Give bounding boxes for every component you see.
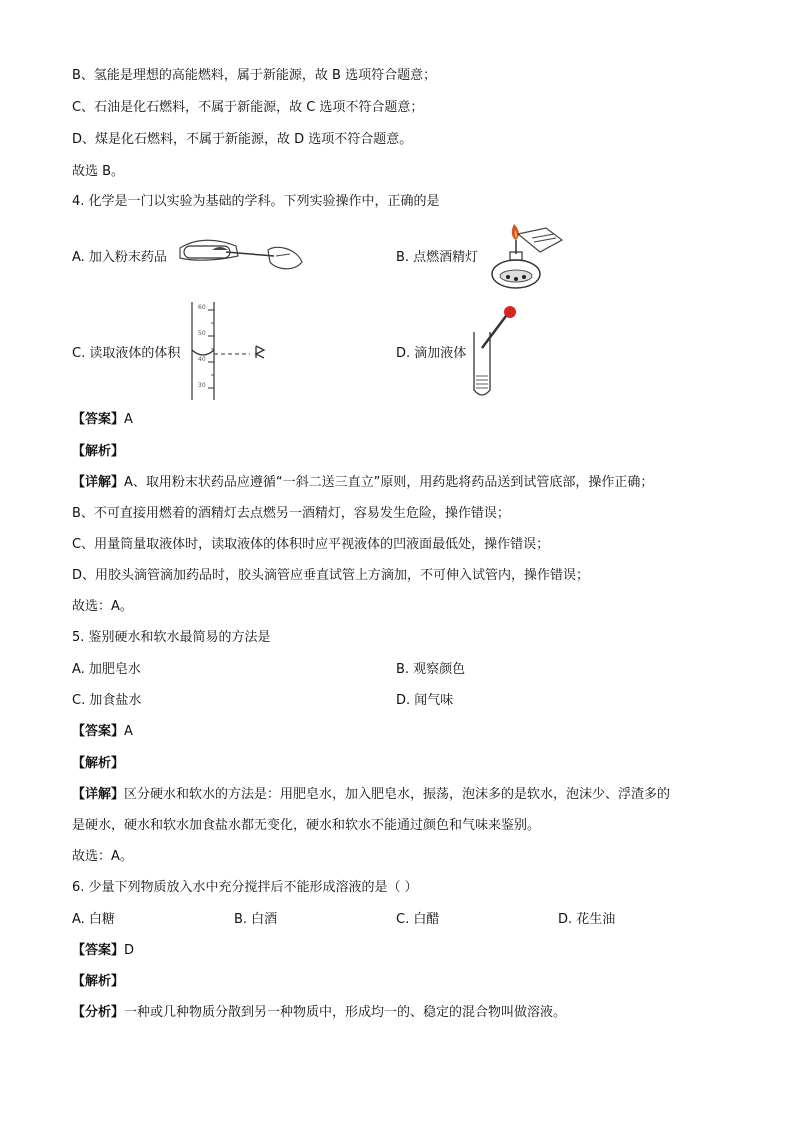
q6-option-d: D. 花生油 bbox=[558, 912, 616, 927]
answer-tag: 【答案】 bbox=[72, 412, 125, 427]
q5-stem: 5. 鉴别硬水和软水最简易的方法是 bbox=[72, 630, 271, 645]
q5-analysis-tag: 【解析】 bbox=[72, 756, 125, 771]
q4-conclusion: 故选：A。 bbox=[72, 599, 133, 614]
q6-analysis-tag: 【解析】 bbox=[72, 974, 125, 989]
detail-text: 区分硬水和软水的方法是：用肥皂水，加入肥皂水，振荡，泡沫多的是软水，泡沫少、浮渣多的 bbox=[124, 787, 671, 802]
cylinder-tick-40: 40 bbox=[198, 356, 206, 363]
q4-option-c: C. 读取液体的体积 bbox=[72, 346, 181, 361]
q6-answer bbox=[72, 941, 134, 961]
cylinder-tick-30: 30 bbox=[198, 382, 206, 389]
q4-option-b: B. 点燃酒精灯 bbox=[396, 250, 479, 265]
q4-detail-d: D、用胶头滴管滴加药品时，胶头滴管应垂直试管上方滴加，不可伸入试管内，操作错误； bbox=[72, 568, 590, 583]
cylinder-tick-50: 50 bbox=[198, 330, 206, 337]
cylinder-tick-60: 60 bbox=[198, 304, 206, 311]
q4-analysis-tag: 【解析】 bbox=[72, 444, 125, 459]
q4-option-a: A. 加入粉末药品 bbox=[72, 250, 167, 265]
answer-value: D bbox=[124, 943, 135, 958]
answer-value: A bbox=[124, 724, 133, 739]
q6-option-a: A. 白糖 bbox=[72, 912, 115, 927]
answer-tag: 【答案】 bbox=[72, 724, 125, 739]
detail-tag: 【详解】 bbox=[72, 475, 125, 490]
q5-option-c: C. 加食盐水 bbox=[72, 693, 142, 708]
alcohol-lamp-figure bbox=[488, 222, 566, 298]
analysis-text: 一种或几种物质分散到另一种物质中，形成均一的、稳定的混合物叫做溶液。 bbox=[124, 1005, 567, 1020]
q4-stem: 4. 化学是一门以实验为基础的学科。下列实验操作中，正确的是 bbox=[72, 194, 440, 209]
q6-stem: 6. 少量下列物质放入水中充分搅拌后不能形成溶液的是（ ） bbox=[72, 880, 418, 895]
graduated-cylinder-figure bbox=[188, 300, 278, 408]
answer-tag: 【答案】 bbox=[72, 943, 125, 958]
q3-conclusion: 故选 B。 bbox=[72, 164, 125, 179]
q5-option-d: D. 闻气味 bbox=[396, 693, 454, 708]
powder-adding-figure bbox=[176, 232, 306, 282]
q4-detail-c: C、用量筒量取液体时，读取液体的体积时应平视液体的凹液面最低处，操作错误； bbox=[72, 537, 550, 552]
q5-conclusion: 故选：A。 bbox=[72, 849, 133, 864]
q6-analysis bbox=[72, 1003, 566, 1023]
dropper-test-tube-figure bbox=[470, 304, 520, 404]
q5-option-a: A. 加肥皂水 bbox=[72, 662, 141, 677]
q4-option-d: D. 滴加液体 bbox=[396, 346, 467, 361]
q4-detail-a bbox=[72, 473, 653, 493]
q5-detail-line-1 bbox=[72, 785, 670, 805]
q3-option-b-explanation: B、氢能是理想的高能燃料，属于新能源，故 B 选项符合题意； bbox=[72, 68, 437, 83]
q5-answer bbox=[72, 722, 133, 742]
q3-option-d-explanation: D、煤是化石燃料，不属于新能源，故 D 选项不符合题意。 bbox=[72, 132, 413, 147]
q4-detail-b: B、不可直接用燃着的酒精灯去点燃另一酒精灯，容易发生危险，操作错误； bbox=[72, 506, 510, 521]
q4-answer bbox=[72, 410, 133, 430]
answer-value: A bbox=[124, 412, 133, 427]
detail-text: A、取用粉末状药品应遵循“一斜二送三直立”原则，用药匙将药品送到试管底部，操作正确； bbox=[124, 475, 654, 490]
detail-tag: 【详解】 bbox=[72, 787, 125, 802]
q6-option-b: B. 白酒 bbox=[234, 912, 278, 927]
q5-option-b: B. 观察颜色 bbox=[396, 662, 466, 677]
q6-option-c: C. 白醋 bbox=[396, 912, 440, 927]
analysis-sub-tag: 【分析】 bbox=[72, 1005, 125, 1020]
q5-detail-line-2: 是硬水，硬水和软水加食盐水都无变化，硬水和软水不能通过颜色和气味来鉴别。 bbox=[72, 818, 541, 833]
q3-option-c-explanation: C、石油是化石燃料，不属于新能源，故 C 选项不符合题意； bbox=[72, 100, 424, 115]
